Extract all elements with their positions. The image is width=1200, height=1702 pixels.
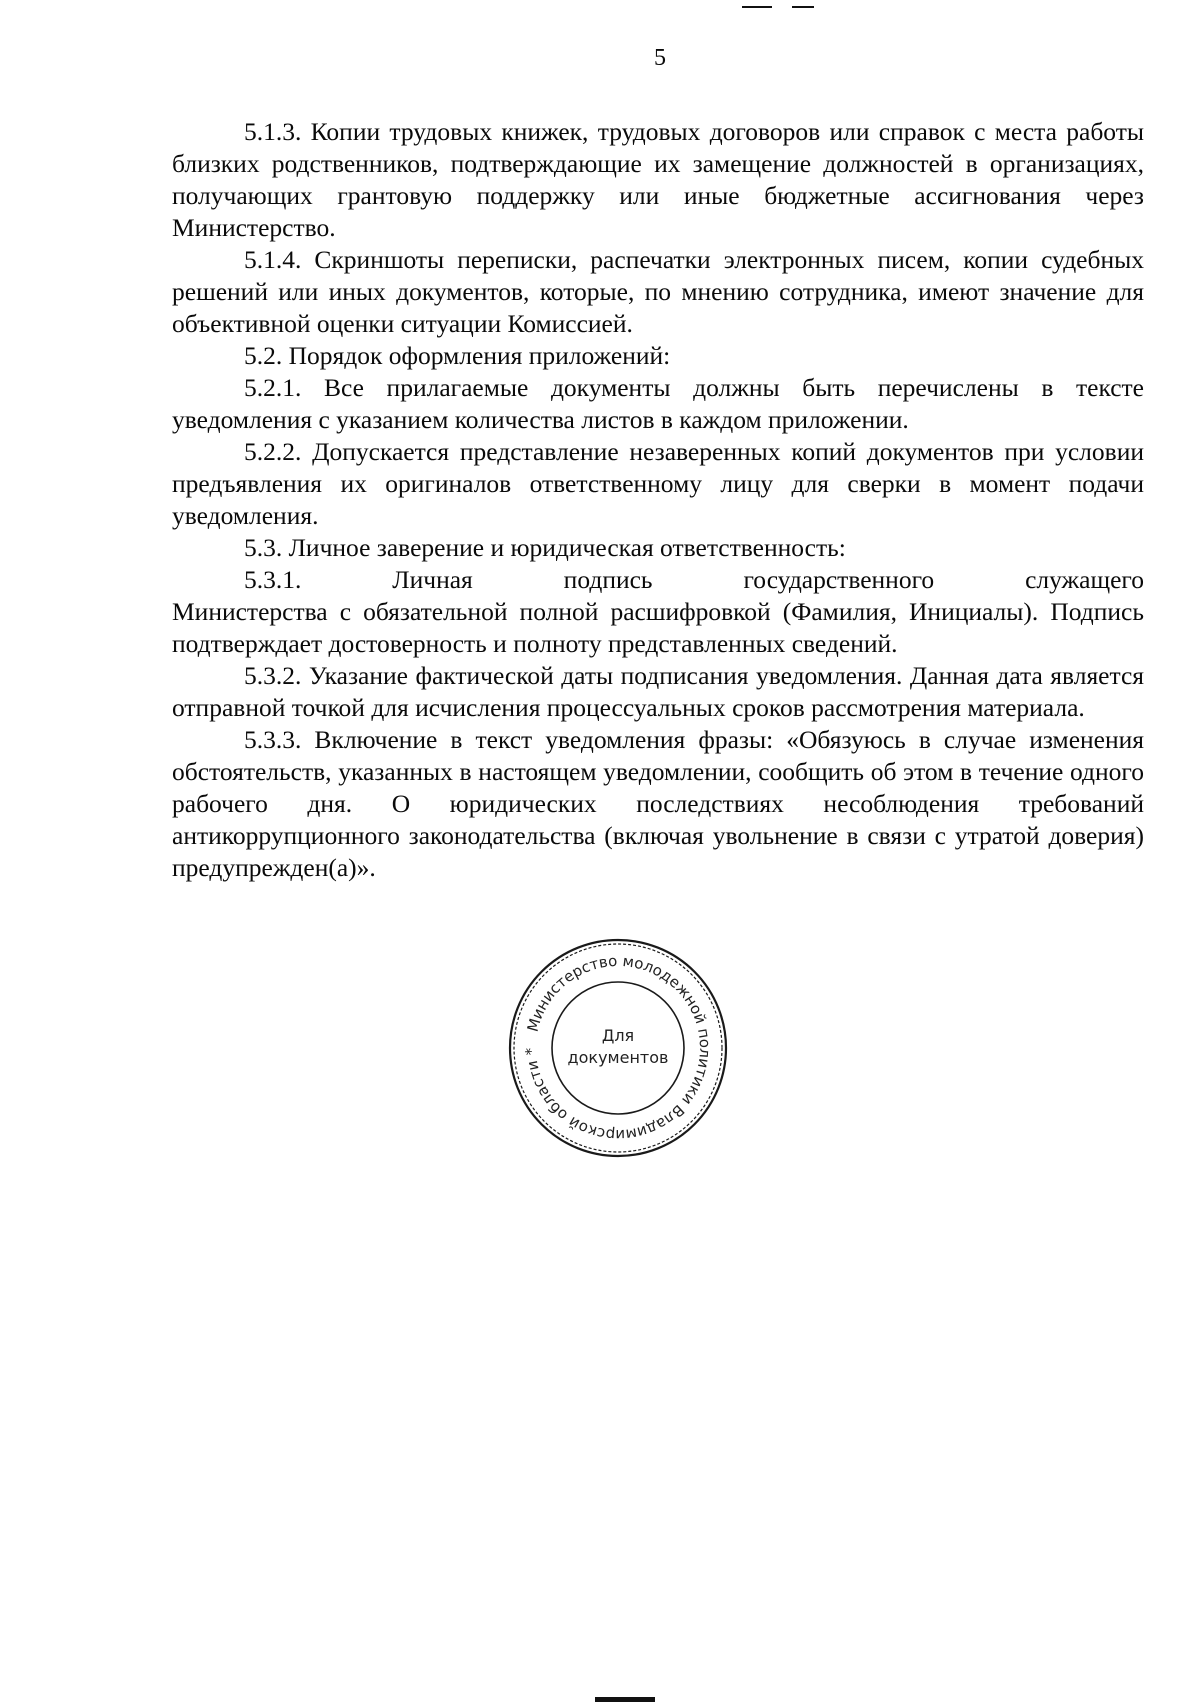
stamp-center-line-2: документов <box>567 1048 669 1067</box>
paragraph-5-2-1: 5.2.1. Все прилагаемые документы должны быть перечислены в тексте уведомления с указанием количества листов в каждом приложении. <box>172 373 1144 434</box>
official-stamp <box>505 935 731 1161</box>
paragraph-5-3-1-first-line: 5.3.1. Личная подпись государственного служащего <box>244 565 1144 594</box>
scan-artifact-top <box>792 6 814 8</box>
paragraph-5-2-2: 5.2.2. Допускается представление незаверенных копий документов при условии предъявления их оригиналов ответственному лицу для сверки в момент подачи уведомления. <box>172 437 1144 530</box>
paragraph-5-3-3: 5.3.3. Включение в текст уведомления фразы: «Обязуюсь в случае изменения обстоятельств, указанных в настоящем уведомлении, сообщить об этом в течение одного рабочего дня. О юридических последствиях несоблюдения требований антикоррупционного законодательства (включая увольнение в связи с утратой доверия) предупрежден(а)». <box>172 725 1144 882</box>
scan-artifact-bottom <box>595 1697 655 1702</box>
paragraph-5-3-2: 5.3.2. Указание фактической даты подписания уведомления. Данная дата является отправной точкой для исчисления процессуальных сроков рассмотрения материала. <box>172 661 1144 722</box>
stamp-ring-text: Министерство молодежной политики Владимирской области * <box>521 951 715 1145</box>
scan-artifact-top <box>742 6 772 8</box>
paragraph-5-3: 5.3. Личное заверение и юридическая ответственность: <box>244 533 846 562</box>
page-number: 5 <box>654 45 666 71</box>
stamp-center-line-1: Для <box>601 1026 635 1045</box>
document-body <box>172 116 1144 884</box>
paragraph-5-3-1-continuation: Министерства с обязательной полной расшифровкой (Фамилия, Инициалы). Подпись подтверждает достоверность и полноту представленных сведений. <box>172 597 1144 658</box>
paragraph-5-1-3: 5.1.3. Копии трудовых книжек, трудовых договоров или справок с места работы близких родственников, подтверждающие их замещение должностей в организациях, получающих грантовую поддержку или иные бюджетные ассигнования через Министерство. <box>172 117 1144 242</box>
paragraph-5-1-4: 5.1.4. Скриншоты переписки, распечатки электронных писем, копии судебных решений или иных документов, которые, по мнению сотрудника, имеют значение для объективной оценки ситуации Комиссией. <box>172 245 1144 338</box>
paragraph-5-2: 5.2. Порядок оформления приложений: <box>244 341 671 370</box>
